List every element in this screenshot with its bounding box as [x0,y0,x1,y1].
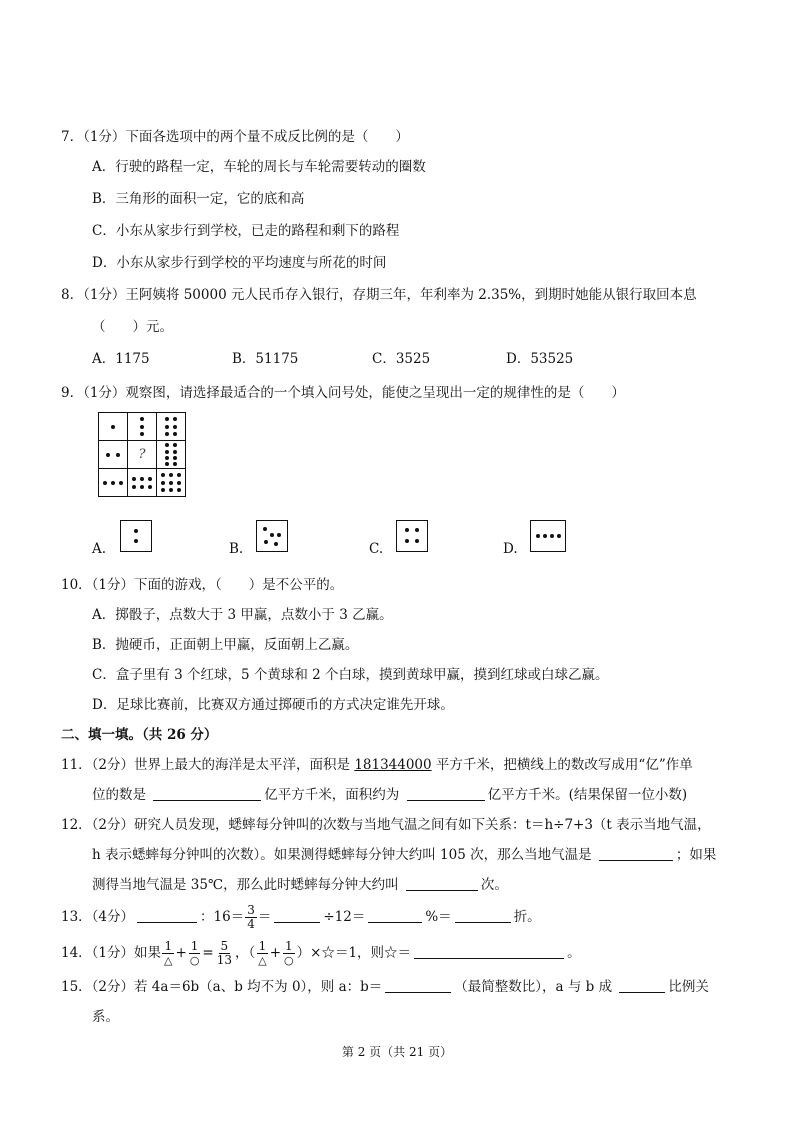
dots-3v [128,413,156,440]
plus-sign: + [269,945,282,961]
grid-cell [157,469,186,497]
grid-cell [157,441,186,469]
grid-cell [99,469,128,497]
q13-text-a: 13．（4分） [61,909,135,925]
q7-option-d: D．小东从家步行到学校的平均速度与所花的时间 [92,255,387,271]
q10-option-b: B．抛硬币，正面朝上甲赢，反面朝上乙赢。 [92,637,359,653]
q7-option-b: B．三角形的面积一定，它的底和高 [92,191,305,207]
q11-text-b: 平方千米，把横线上的数改写成用“亿”作单 [431,757,693,773]
q11-underlined-number: 181344000 [354,757,432,773]
dice-pattern-grid [98,412,186,497]
q12-text-c: ；如果 [675,847,717,863]
q14-line [61,938,581,968]
circle-symbol: ○ [284,954,294,967]
q8-stem-cont: （ ）元。 [92,319,173,335]
q12-blank-1[interactable] [599,846,673,861]
equals-sign: = [202,945,214,961]
q15-blank-2[interactable] [619,978,665,993]
q13-blank-2[interactable] [274,908,320,923]
q9-option-b-label: B. [229,541,244,557]
q7-stem: 7．（1分）下面各选项中的两个量不成反比例的是（ ） [61,129,409,145]
q14-numerator: 1 [258,939,267,953]
q14-text-a: 14．（1分）如果 [61,945,162,961]
q11-text-a: 11．（2分）世界上最大的海洋是太平洋，面积是 [61,757,355,773]
dots-6h [128,469,156,496]
q12-line3 [92,876,508,894]
q12-blank-2[interactable] [406,876,478,891]
q13-text-b: ： [200,909,214,925]
q14-numerator: 1 [285,939,293,953]
grid-cell [128,441,157,469]
q13-fraction-denominator: 4 [247,917,255,931]
q13-blank-4[interactable] [455,908,511,923]
q7-option-c: C．小东从家步行到学校，已走的路程和剩下的路程 [92,223,400,239]
q13-text-e: ÷12＝ [323,909,366,925]
q13-blank-3[interactable] [368,908,422,923]
q9-option-d-label: D. [503,541,518,557]
q9-option-b-dice [256,520,288,552]
q10-option-a: A．掷骰子，点数大于 3 甲赢，点数小于 3 乙赢。 [92,607,393,623]
q14-fraction-circle [188,940,202,967]
q14-text-b: ，（ [235,945,256,961]
q8-option-b: B．51175 [232,351,299,367]
grid-cell [128,413,157,441]
q14-fraction-triangle [162,940,174,967]
triangle-symbol: △ [258,954,267,967]
grid-cell [128,469,157,497]
q11-text-e: 亿平方千米。(结果保留一位小数) [487,787,688,803]
plus-sign: + [175,945,187,961]
q8-option-a: A．1175 [92,351,150,367]
q9-option-c-dice [396,520,428,552]
q15-text-c: 比例关 [668,979,709,995]
q13-line [61,902,541,932]
q14-fraction-circle-2 [282,940,296,967]
q14-blank[interactable] [414,944,564,959]
q13-fraction [245,904,257,931]
q10-stem: 10．（1分）下面的游戏，（ ）是不公平的。 [61,577,344,593]
q12-text-b: h 表示蟋蟀每分钟叫的次数）。如果测得蟋蟀每分钟大约叫 105 次，那么当地气温是 [92,847,596,863]
dots-2h [99,441,127,468]
q10-option-c: C．盒子里有 3 个红球，5 个黄球和 2 个白球，摸到黄球甲赢，摸到红球或白球乙赢。 [92,667,609,683]
q13-fraction-numerator: 3 [247,903,255,917]
q12-line1: 12．（2分）研究人员发现，蟋蟀每分钟叫的次数与当地气温之间有如下关系：t＝h÷7+3（t 表示当地气温， [61,817,711,833]
q14-numerator: 1 [164,939,173,953]
q14-numerator: 1 [190,939,199,953]
grid-cell [99,413,128,441]
q8-option-d: D．53525 [506,351,574,367]
q9-option-a-dice [120,520,152,552]
grid-cell [157,413,186,441]
q14-text-c: ）×☆＝1，则☆＝ [296,945,412,961]
dots-3h [99,469,127,496]
q10-option-d: D．足球比赛前，比赛双方通过掷硬币的方式决定谁先开球。 [92,697,454,713]
q9-stem: 9．（1分）观察图，请选择最适合的一个填入问号处，能使之呈现出一定的规律性的是（ ） [61,385,625,401]
q14-result-numerator: 5 [220,939,229,953]
q12-text-d: 测得当地气温是 35℃，那么此时蟋蟀每分钟大约叫 [92,877,403,893]
q13-text-c: 16＝ [213,909,245,925]
grid-cell [99,441,128,469]
q7-option-a: A．行驶的路程一定，车轮的周长与车轮需要转动的圈数 [92,159,426,175]
q13-blank-1[interactable] [137,908,197,923]
q15-text-a: 15．（2分）若 4a＝6b（a、b 均不为 0），则 a：b＝ [61,979,383,995]
q14-fraction-triangle-2 [256,940,268,967]
q11-text-c: 位的数是 [92,787,151,803]
q15-line2: 系。 [92,1009,119,1025]
q11-blank-2[interactable] [407,786,485,801]
dots-1 [99,413,127,440]
dots-6 [157,413,185,440]
q13-text-g: 折。 [513,909,541,925]
q15-blank-1[interactable] [385,978,451,993]
q14-fraction-result [215,940,234,967]
q8-option-c: C．3525 [372,351,431,367]
q9-option-c-label: C. [369,541,384,557]
q9-option-a-label: A. [92,541,107,557]
q11-blank-1[interactable] [153,786,261,801]
triangle-symbol: △ [164,954,173,967]
q11-line1 [61,756,693,774]
dots-9 [157,469,185,496]
q15-line1 [61,978,709,996]
section-title: 二、填一填。（共 26 分） [61,727,218,743]
q15-text-b: （最简整数比），a 与 b 成 [454,979,617,995]
q9-option-d-dice [530,520,566,552]
q14-result-denominator: 13 [216,953,233,967]
q11-line2 [92,786,687,804]
circle-symbol: ○ [189,954,200,967]
dots-8 [157,441,185,468]
q12-line2 [92,846,716,864]
question-mark: ? [138,447,146,462]
page-footer: 第 2 页（共 21 页） [341,1045,453,1059]
q11-text-d: 亿平方千米，面积约为 [264,787,404,803]
q14-text-d: 。 [567,945,581,961]
q8-stem: 8．（1分）王阿姨将 50000 元人民币存入银行，存期三年，年利率为 2.35%，到期时她能从银行取回本息 [61,287,697,303]
q13-text-d: ＝ [257,909,272,925]
q12-text-e: 次。 [480,877,508,893]
q13-text-f: %＝ [425,909,452,925]
